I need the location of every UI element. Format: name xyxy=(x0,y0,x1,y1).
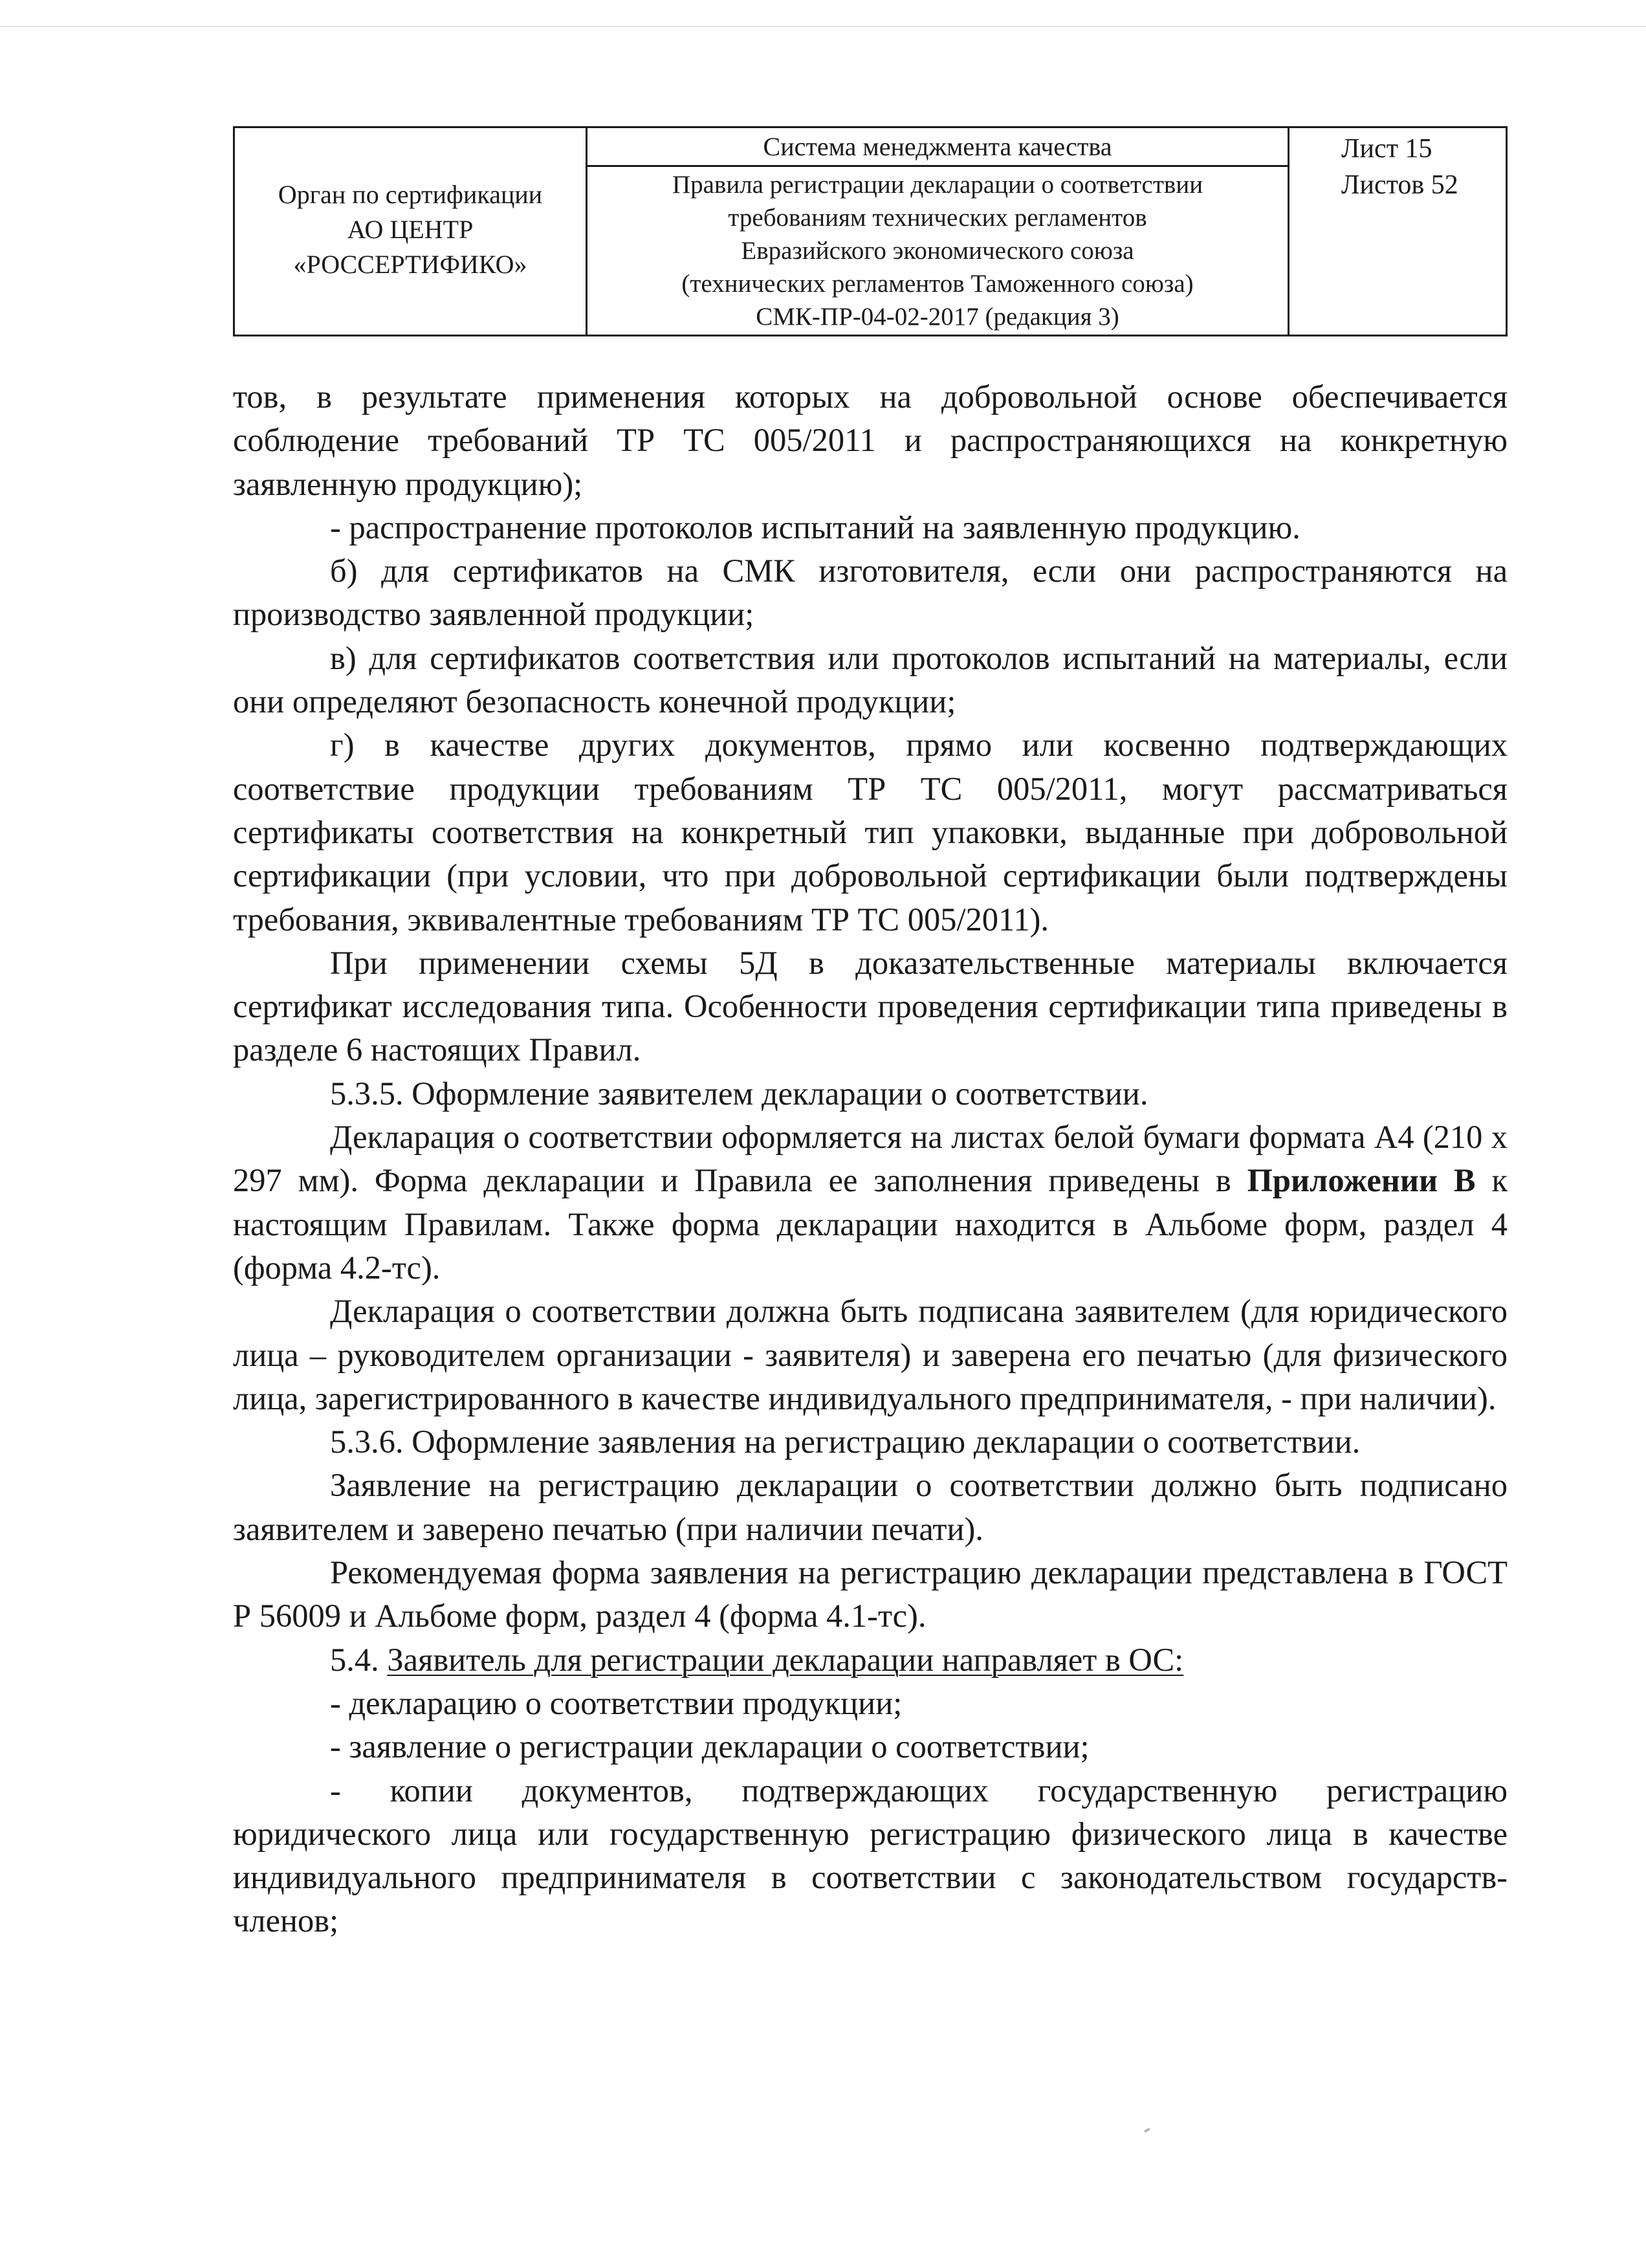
sheet-number-cell xyxy=(1289,128,1506,335)
title-line-5: СМК-ПР-04-02-2017 (редакция 3) xyxy=(756,303,1119,331)
appendix-reference: Приложении В xyxy=(1247,1162,1476,1199)
org-line-3: «РОССЕРТИФИКО» xyxy=(293,249,527,279)
paragraph-text: к настоящим Правилам. Также форма декларации находится в Альбоме форм, раздел 4 (форма 4.2-тс). xyxy=(233,1162,1508,1286)
org-line-1: Орган по сертификации xyxy=(278,179,543,209)
document-body xyxy=(233,375,1508,1943)
scan-speck xyxy=(1144,2128,1151,2133)
title-line-2: требованиям технических регламентов xyxy=(728,204,1147,232)
section-heading-5-3-6: 5.3.6. Оформление заявления на регистрацию декларации о соответствии. xyxy=(330,1424,1361,1460)
list-item: - заявление о регистрации декларации о соответствии; xyxy=(330,1728,1090,1765)
paragraph xyxy=(233,1116,1508,1290)
paragraph: При применении схемы 5Д в доказательственные материалы включается сертификат исследования типа. Особенности проведения сертификации типа приведены в разделе 6 настоящих Правил. xyxy=(233,944,1508,1068)
document-header-table xyxy=(233,126,1508,336)
paragraph: тов, в результате применения которых на добровольной основе обеспечивается соблюдение требований ТР ТС 005/2011 и распространяющихся на конкретную заявленную продукцию); xyxy=(233,379,1508,502)
paragraph: - распространение протоколов испытаний на заявленную продукцию. xyxy=(330,509,1300,545)
paragraph-text: Декларация о соответствии оформляется на листах белой бумаги формата А4 (210 х 297 мм). Форма декларации и Правила ее заполнения приведены в xyxy=(233,1119,1508,1199)
document-title-cell xyxy=(587,128,1289,335)
sheet-total: Листов 52 xyxy=(1341,170,1458,200)
paragraph: Декларация о соответствии должна быть подписана заявителем (для юридического лица – руководителем организации - заявителя) и заверена его печатью (для физического лица, зарегистрированного в качестве индивидуального предпринимателя, - при наличии). xyxy=(233,1293,1508,1416)
list-item: - копии документов, подтверждающих государственную регистрацию юридического лица или государственную регистрацию физического лица в качестве индивидуального предпринимателя в соответствии с законодательством государств-членов; xyxy=(233,1772,1508,1939)
paragraph: г) в качестве других документов, прямо или косвенно подтверждающих соответствие продукции требованиям ТР ТС 005/2011, могут рассматриваться сертификаты соответствия на конкретный тип упаковки, выданные при добровольной сертификации (при условии, что при добровольной сертификации были подтверждены требования, эквивалентные требованиям ТР ТС 005/2011). xyxy=(233,727,1508,938)
paragraph: в) для сертификатов соответствия или протоколов испытаний на материалы, если они определяют безопасность конечной продукции; xyxy=(233,639,1508,720)
document-title xyxy=(587,167,1288,335)
paragraph: Рекомендуемая форма заявления на регистрацию декларации представлена в ГОСТ Р 56009 и Альбоме форм, раздел 4 (форма 4.1-тс). xyxy=(233,1554,1508,1635)
section-heading-5-4 xyxy=(233,1638,1508,1682)
quality-system-label: Система менеджмента качества xyxy=(587,128,1288,167)
scan-edge-line xyxy=(0,26,1646,27)
list-item: - декларацию о соответствии продукции; xyxy=(330,1684,903,1721)
section-number: 5.4. xyxy=(330,1641,388,1678)
title-line-3: Евразийского экономического союза xyxy=(741,237,1134,265)
org-line-2: АО ЦЕНТР xyxy=(347,214,474,244)
sheet-number: Лист 15 xyxy=(1341,134,1432,164)
title-line-1: Правила регистрации декларации о соответствии xyxy=(672,171,1203,199)
paragraph: б) для сертификатов на СМК изготовителя, если они распространяются на производство заявленной продукции; xyxy=(233,553,1508,633)
paragraph: Заявление на регистрацию декларации о соответствии должно быть подписано заявителем и заверено печатью (при наличии печати). xyxy=(233,1467,1508,1547)
section-heading-5-3-5: 5.3.5. Оформление заявителем декларации о соответствии. xyxy=(330,1075,1148,1112)
underlined-heading: Заявитель для регистрации декларации направляет в ОС: xyxy=(387,1641,1184,1678)
organization-cell xyxy=(235,128,587,335)
title-line-4: (технических регламентов Таможенного союза) xyxy=(681,270,1194,298)
